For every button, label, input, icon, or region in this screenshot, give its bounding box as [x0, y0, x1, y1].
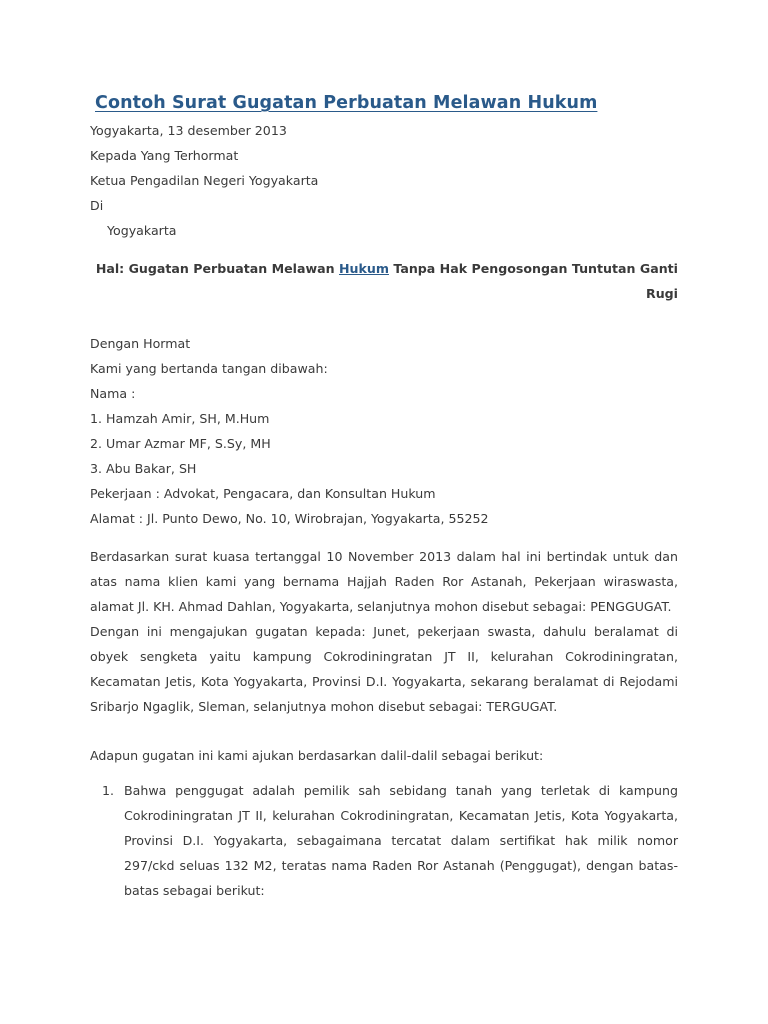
subject-suffix: Tanpa Hak Pengosongan Tuntutan Ganti Rugi: [388, 261, 678, 301]
recipient-di: Di: [90, 198, 104, 213]
address: Alamat : Jl. Punto Dewo, No. 10, Wirobrajan, Yogyakarta, 55252: [90, 511, 489, 526]
dalil-text: Bahwa penggugat adalah pemilik sah sebidang tanah yang terletak di kampung Cokrodiningratan JT II, kelurahan Cokrodiningratan, Kecamatan Jetis, Kota Yogyakarta, Provinsi D.I. Yogyakarta, sebagaimana tercatat dalam sertifikat hak milik nomor 297/ckd seluas 132 M2, teratas nama Raden Ror Astanah (Penggugat), dengan batas-batas sebagai berikut:: [124, 783, 678, 898]
paragraph-plaintiff: Berdasarkan surat kuasa tertanggal 10 November 2013 dalam hal ini bertindak untuk dan atas nama klien kami yang bernama Hajjah Raden Ror Astanah, Pekerjaan wiraswasta, alamat Jl. KH. Ahmad Dahlan, Yogyakarta, selanjutnya mohon disebut sebagai: PENGGUGAT.: [90, 549, 678, 614]
dalil-item: [90, 778, 678, 903]
subject-prefix: Hal: Gugatan Perbuatan Melawan: [95, 261, 339, 276]
document-page: [90, 88, 678, 903]
salutation-to: Kepada Yang Terhormat: [90, 148, 239, 163]
subject-line: [90, 256, 678, 306]
dalil-number: 1.: [102, 783, 115, 798]
place-date: Yogyakarta, 13 desember 2013: [90, 123, 287, 138]
signatories-intro: Kami yang bertanda tangan dibawah:: [90, 361, 328, 376]
dalil-list: [90, 778, 678, 903]
subject-link-hukum[interactable]: Hukum: [338, 261, 389, 276]
names-label: Nama :: [90, 386, 136, 401]
opening-section: [90, 331, 678, 531]
paragraph-defendant: Dengan ini mengajukan gugatan kepada: Junet, pekerjaan swasta, dahulu beralamat di obyek sengketa yaitu kampung Cokrodiningratan JT II, kelurahan Cokrodiningratan, Kecamatan Jetis, Kota Yogyakarta, Provinsi D.I. Yogyakarta, sekarang beralamat di Rejodami Sribarjo Ngaglik, Sleman, selanjutnya mohon disebut sebagai: TERGUGAT.: [90, 624, 678, 714]
occupation: Pekerjaan : Advokat, Pengacara, dan Konsultan Hukum: [90, 486, 436, 501]
signatory-1: 1. Hamzah Amir, SH, M.Hum: [90, 411, 270, 426]
document-title[interactable]: Contoh Surat Gugatan Perbuatan Melawan Hukum: [95, 93, 598, 113]
dalil-intro: Adapun gugatan ini kami ajukan berdasarkan dalil-dalil sebagai berikut:: [90, 748, 544, 763]
signatory-2: 2. Umar Azmar MF, S.Sy, MH: [90, 436, 271, 451]
greeting: Dengan Hormat: [90, 336, 191, 351]
recipient: Ketua Pengadilan Negeri Yogyakarta: [90, 173, 319, 188]
recipient-city: Yogyakarta: [107, 223, 177, 238]
letter-header: [90, 118, 678, 243]
signatory-3: 3. Abu Bakar, SH: [90, 461, 197, 476]
